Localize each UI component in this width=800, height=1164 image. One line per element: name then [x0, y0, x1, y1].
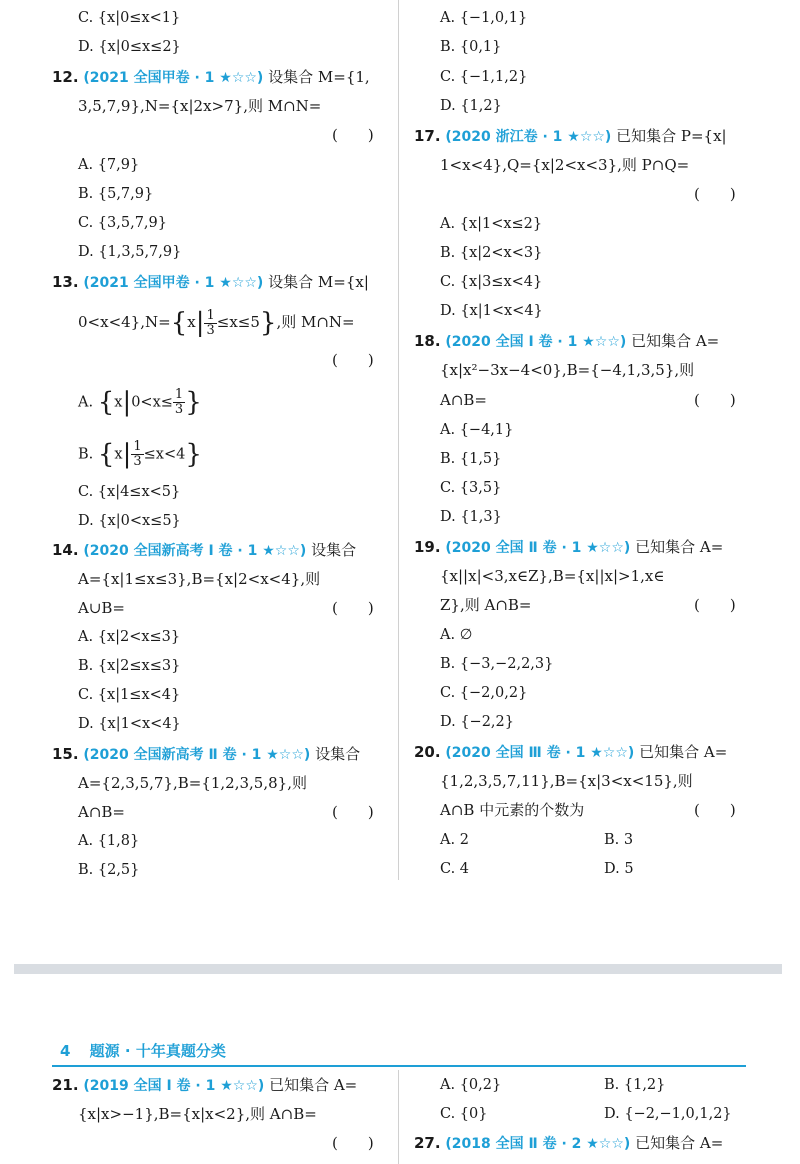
option-label: A.	[78, 394, 94, 411]
question-number: 17.	[414, 127, 441, 145]
option-c: C. {x|4≤x<5}	[78, 484, 181, 500]
option-d: D. {1,2}	[440, 98, 502, 114]
option-label: B.	[78, 446, 94, 463]
question-text: 已知集合 A=	[631, 332, 720, 350]
option-d: D. {x|0≤x≤2}	[78, 39, 181, 55]
text-segment: ≤x<4	[143, 446, 186, 463]
question-text-line: Z},则 A∩B=	[440, 596, 532, 614]
text-segment: x	[114, 446, 123, 463]
question-13	[52, 272, 369, 292]
option-a: A. {7,9}	[78, 157, 140, 173]
page-number: 4	[60, 1042, 71, 1060]
fraction-numerator: 1	[174, 387, 184, 402]
fraction	[131, 440, 143, 469]
page-separator	[14, 964, 782, 974]
option-b: B. {1,5}	[440, 451, 502, 467]
brace-left: {	[97, 439, 115, 470]
option-c: C. {x|3≤x<4}	[440, 274, 543, 290]
text-segment: ,则 M∩N=	[276, 313, 355, 331]
question-source: (2020 全国 Ⅰ 卷 · 1 ★☆☆)	[445, 334, 627, 350]
answer-paren: ( )	[694, 801, 736, 819]
option-b	[78, 440, 202, 468]
question-number: 21.	[52, 1076, 79, 1094]
question-number: 13.	[52, 273, 79, 291]
bar: |	[122, 387, 132, 418]
option-a: A. {x|2<x≤3}	[78, 629, 181, 645]
text-segment: ≤x≤5	[216, 313, 260, 331]
left-column	[52, 0, 388, 960]
fraction-denominator: 3	[174, 402, 184, 417]
question-source: (2020 全国 Ⅱ 卷 · 1 ★☆☆)	[445, 540, 631, 556]
fraction-numerator: 1	[206, 307, 215, 323]
fraction-numerator: 1	[133, 439, 142, 454]
answer-paren: ( )	[332, 803, 374, 821]
option-b: B. 3	[604, 832, 634, 848]
question-source: (2018 全国 Ⅱ 卷 · 2 ★☆☆)	[445, 1136, 631, 1152]
question-source: (2021 全国甲卷 · 1 ★☆☆)	[83, 275, 264, 291]
question-18	[414, 331, 719, 351]
brace-left: {	[97, 387, 115, 418]
text-segment: x	[187, 313, 196, 331]
question-text: 已知集合 A=	[269, 1076, 358, 1094]
question-number: 20.	[414, 743, 441, 761]
question-source: (2021 全国甲卷 · 1 ★☆☆)	[83, 70, 264, 86]
question-text: 设集合 M={x|	[268, 273, 369, 291]
option-d: D. {1,3}	[440, 509, 502, 525]
question-text: 设集合	[315, 745, 361, 763]
option-d: D. {x|0<x≤5}	[78, 513, 181, 529]
question-17	[414, 126, 727, 146]
question-text-line	[78, 308, 355, 336]
question-text-line: {x|x>−1},B={x|x<2},则 A∩B=	[78, 1105, 317, 1123]
question-text-line: A∩B=	[440, 391, 487, 409]
option-b: B. {5,7,9}	[78, 186, 154, 202]
question-text: 设集合 M={1,	[268, 68, 370, 86]
fraction	[204, 309, 216, 338]
option-d: D. {−2,−1,0,1,2}	[604, 1106, 732, 1122]
question-source: (2020 全国 Ⅲ 卷 · 1 ★☆☆)	[445, 745, 635, 761]
question-text: 已知集合 A=	[635, 1134, 724, 1152]
question-text: 已知集合 A=	[639, 743, 728, 761]
question-number: 15.	[52, 745, 79, 763]
option-d: D. {−2,2}	[440, 714, 514, 730]
option-c: C. {−2,0,2}	[440, 685, 528, 701]
question-20	[414, 742, 727, 762]
question-text-line: A∩B=	[78, 803, 125, 821]
option-a	[78, 388, 202, 416]
question-text-line: A∩B 中元素的个数为	[440, 801, 585, 819]
bar: |	[122, 439, 132, 470]
option-b: B. {x|2≤x≤3}	[78, 658, 181, 674]
option-c: C. {−1,1,2}	[440, 69, 528, 85]
option-d: D. {1,3,5,7,9}	[78, 244, 182, 260]
answer-paren: ( )	[694, 185, 736, 203]
option-b: B. {x|2<x<3}	[440, 245, 543, 261]
column-divider	[398, 1070, 399, 1164]
question-number: 14.	[52, 541, 79, 559]
question-text: 设集合	[311, 541, 357, 559]
option-c: C. {3,5,7,9}	[78, 215, 167, 231]
question-27	[414, 1133, 723, 1153]
question-number: 27.	[414, 1134, 441, 1152]
question-text-line: 1<x<4},Q={x|2<x<3},则 P∩Q=	[440, 156, 690, 174]
question-source: (2020 浙江卷 · 1 ★☆☆)	[445, 129, 612, 145]
page-header-title: 题源 · 十年真题分类	[89, 1042, 226, 1060]
fraction-denominator: 3	[133, 454, 142, 469]
option-a: A. ∅	[440, 627, 473, 643]
option-d: D. {x|1<x<4}	[440, 303, 543, 319]
option-a: A. {−1,0,1}	[440, 10, 528, 26]
question-text: 已知集合 A=	[635, 538, 724, 556]
option-b: B. {−3,−2,2,3}	[440, 656, 554, 672]
answer-paren: ( )	[332, 351, 374, 369]
bar: |	[195, 308, 205, 338]
option-c: C. {0}	[440, 1106, 488, 1122]
question-text-line: {x||x|<3,x∈Z},B={x||x|>1,x∈	[440, 567, 665, 585]
question-12	[52, 67, 370, 87]
option-a: A. {x|1<x≤2}	[440, 216, 543, 232]
question-text-line: A={2,3,5,7},B={1,2,3,5,8},则	[78, 774, 307, 792]
fraction-denominator: 3	[206, 322, 215, 338]
right-column	[414, 980, 750, 1164]
text-segment: x	[114, 394, 123, 411]
brace-left: {	[170, 308, 188, 338]
question-14	[52, 540, 356, 560]
page-lower	[0, 980, 800, 1164]
option-d: D. 5	[604, 861, 634, 877]
question-number: 12.	[52, 68, 79, 86]
question-text-line: A∪B=	[78, 599, 125, 617]
question-source: (2019 全国 Ⅰ 卷 · 1 ★☆☆)	[83, 1078, 265, 1094]
option-b: B. {0,1}	[440, 39, 502, 55]
question-text-line: {x|x²−3x−4<0},B={−4,1,3,5},则	[440, 361, 695, 379]
answer-paren: ( )	[694, 596, 736, 614]
question-text-line: 3,5,7,9},N={x|2x>7},则 M∩N=	[78, 97, 322, 115]
text-segment: 0<x≤	[131, 394, 173, 411]
question-text: 已知集合 P={x|	[616, 127, 727, 145]
question-text-line: {1,2,3,5,7,11},B={x|3<x<15},则	[440, 772, 693, 790]
answer-paren: ( )	[332, 126, 374, 144]
right-column	[414, 0, 750, 960]
question-source: (2020 全国新高考 Ⅱ 卷 · 1 ★☆☆)	[83, 747, 311, 763]
question-number: 19.	[414, 538, 441, 556]
option-c: C. 4	[440, 861, 470, 877]
brace-right: }	[185, 387, 202, 418]
option-d: D. {x|1<x<4}	[78, 716, 181, 732]
question-15	[52, 744, 360, 764]
option-b: B. {1,2}	[604, 1077, 666, 1093]
brace-right: }	[185, 439, 202, 470]
option-c: C. {3,5}	[440, 480, 502, 496]
option-c: C. {x|0≤x<1}	[78, 10, 181, 26]
column-divider	[398, 0, 399, 880]
question-source: (2020 全国新高考 Ⅰ 卷 · 1 ★☆☆)	[83, 543, 307, 559]
option-b: B. {2,5}	[78, 862, 140, 878]
option-a: A. {1,8}	[78, 833, 140, 849]
option-c: C. {x|1≤x<4}	[78, 687, 181, 703]
question-19	[414, 537, 723, 557]
question-text-line: A={x|1≤x≤3},B={x|2<x<4},则	[78, 570, 321, 588]
fraction	[173, 388, 185, 417]
answer-paren: ( )	[332, 599, 374, 617]
option-a: A. {−4,1}	[440, 422, 514, 438]
text-segment: 0<x<4},N=	[78, 313, 171, 331]
answer-paren: ( )	[694, 391, 736, 409]
question-number: 18.	[414, 332, 441, 350]
left-column	[52, 980, 388, 1164]
brace-right: }	[259, 308, 277, 338]
answer-paren: ( )	[332, 1134, 374, 1152]
option-a: A. 2	[440, 832, 469, 848]
question-21	[52, 1075, 357, 1095]
option-a: A. {0,2}	[440, 1077, 502, 1093]
